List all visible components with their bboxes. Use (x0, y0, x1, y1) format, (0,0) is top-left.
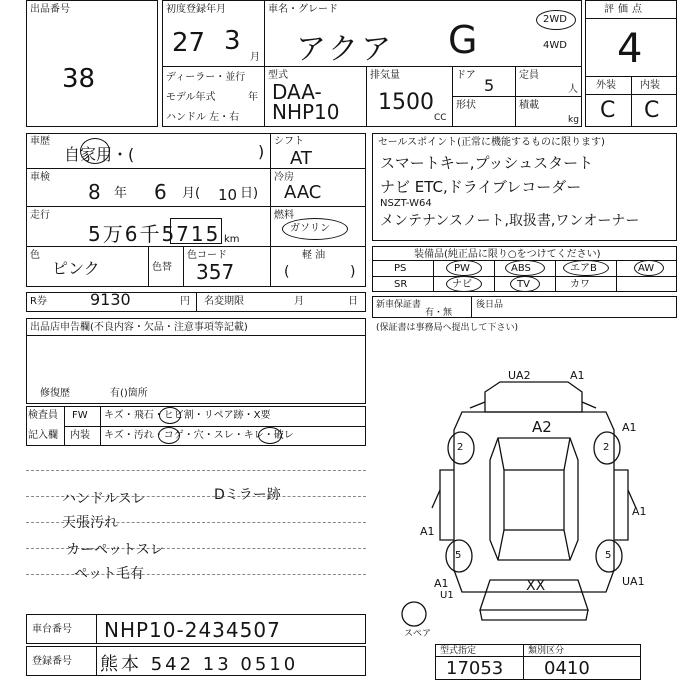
shape-label: 形状 (456, 100, 476, 111)
interior-value: C (644, 98, 660, 123)
displacement-value: 1500 (378, 90, 434, 115)
note-line: ハンドルスレ (62, 491, 146, 507)
capacity-label: 定員 (519, 70, 539, 81)
mark-a1-rear: A1 (434, 577, 449, 590)
first-reg-month: 3 (224, 26, 241, 56)
mark-a2: A2 (532, 418, 552, 436)
mark-a1-side: A1 (632, 505, 647, 518)
equip-navi: ナビ (452, 279, 472, 290)
reg-value: 熊本 542 13 0510 (100, 654, 299, 675)
insp-day: 10 (218, 186, 238, 204)
note-line: ペット毛有 (74, 566, 144, 582)
note-right: Dミラー跡 (214, 487, 281, 503)
chassis-label: 車台番号 (32, 624, 72, 635)
equip-abs: ABS (511, 263, 531, 274)
equip-leather: カワ (570, 279, 590, 290)
equip-ps: PS (394, 263, 407, 274)
dealer-label: ディーラー・並行 (166, 72, 246, 83)
insp-month: 6 (154, 180, 167, 204)
recycle-value: 9130 (90, 290, 131, 309)
lot-number: 38 (62, 64, 96, 94)
color-value: ピンク (52, 259, 100, 278)
type-label: 型式指定 (440, 646, 477, 656)
grade: G (448, 18, 478, 62)
fw-label: FW (72, 410, 88, 421)
interior-label: 内装 (640, 80, 660, 91)
mark-u1: U1 (440, 590, 454, 601)
load-label: 積載 (519, 100, 539, 111)
spare-label: スペア (404, 629, 432, 639)
wheel-fr: 2 (603, 442, 610, 453)
sales-point-line: スマートキー,プッシュスタート (380, 154, 594, 172)
color-code-label: 色コード (187, 250, 227, 261)
equip-airbag: エアB (570, 263, 597, 274)
mileage-label: 走行 (30, 210, 50, 221)
warranty-label: 新車保証書 (376, 300, 422, 310)
first-reg-label: 初度登録年月 (166, 4, 226, 15)
model-value-2: NHP10 (272, 100, 340, 124)
lot-label: 出品番号 (30, 4, 70, 15)
diesel-label: 軽 油 (302, 250, 326, 261)
wheel-rr: 5 (605, 550, 612, 561)
note-line: カーペットスレ (66, 542, 164, 558)
chassis-value: NHP10-2434507 (104, 618, 281, 642)
note-line: 天張汚れ (62, 515, 118, 531)
mark-ua2: UA2 (508, 369, 531, 382)
warranty-note: (保証書は事務局へ提出して下さい) (376, 323, 519, 333)
warranty-value: 有・無 (425, 308, 453, 318)
history-label: 車歴 (30, 136, 50, 147)
report-title: 出品店申告欄(不良内容・欠品・注意事項等記載) (30, 322, 248, 333)
mark-ua1: UA1 (622, 575, 645, 588)
inspector-label-2: 記入欄 (28, 430, 58, 441)
color-code-value: 357 (196, 260, 235, 284)
door-value: 5 (484, 76, 495, 95)
displacement-label: 排気量 (370, 70, 400, 81)
exterior-value: C (600, 98, 616, 123)
color-change-label: 色替 (152, 262, 172, 273)
sales-point-line: メンテナンスノート,取扱書,ワンオーナー (380, 213, 640, 229)
class-value: 0410 (544, 658, 590, 679)
sales-points-title: セールスポイント(正常に機能するものに限ります) (378, 137, 605, 148)
shift-value: AT (290, 148, 312, 169)
wheel-fl: 2 (457, 442, 464, 453)
model-year-label: モデル年式 (166, 92, 216, 103)
fuel-label: 燃料 (274, 210, 294, 221)
reg-label: 登録番号 (32, 656, 72, 667)
class-label: 類別区分 (528, 646, 565, 656)
insp-year: 8 (88, 180, 101, 204)
type-value: 17053 (446, 658, 504, 679)
model-value-1: DAA- (272, 80, 322, 104)
name-change-label: 名変期限 (204, 296, 244, 307)
equip-aw: AW (638, 263, 655, 274)
score-value: 4 (617, 26, 643, 72)
equip-sr: SR (394, 279, 408, 290)
history-value: 自家用・( (64, 145, 135, 164)
handle-label: ハンドル 左・右 (166, 112, 240, 123)
inspector-label-1: 検査員 (28, 410, 58, 421)
drive-2wd: 2WD (543, 14, 567, 25)
repair-label: 修復歴 (40, 388, 70, 399)
name-grade-label: 車名・グレード (268, 4, 338, 15)
equip-pw: PW (454, 263, 470, 274)
equipment-title: 装備品(純正品に限り○をつけてください) (414, 249, 601, 260)
mark-xx: XX (526, 578, 546, 594)
shift-label: シフト (274, 136, 304, 147)
interior-insp-text: キズ・汚れ・コゲ・穴・スレ・キレ・破レ (104, 430, 294, 441)
model-label: 型式 (268, 70, 288, 81)
sales-point-line: NSZT-W64 (380, 198, 432, 209)
ac-value: AAC (284, 182, 322, 203)
inspection-label: 車検 (30, 172, 50, 183)
interior-insp-label: 内装 (70, 430, 90, 441)
mileage-value: 5万6千5715 (88, 222, 221, 246)
mark-a1-top: A1 (570, 369, 585, 382)
exterior-label: 外装 (596, 80, 616, 91)
recycle-label: R券 (30, 296, 47, 307)
repair-value: 有()箇所 (110, 388, 148, 399)
door-label: ドア (456, 70, 476, 81)
color-label: 色 (30, 250, 40, 261)
post-date-label: 後日品 (476, 300, 504, 310)
equip-tv: TV (517, 279, 530, 290)
first-reg-year: 27 (172, 28, 206, 58)
fuel-value: ガソリン (290, 223, 330, 234)
fw-text: キズ・飛石・ヒビ割・リペア跡・X要 (104, 410, 271, 421)
mark-a1-left: A1 (420, 525, 435, 538)
wheel-rl: 5 (455, 550, 462, 561)
ac-label: 冷房 (274, 172, 294, 183)
mark-a1-right: A1 (622, 421, 637, 434)
car-name: アクア (296, 32, 395, 67)
score-label: 評価点 (604, 4, 646, 15)
drive-4wd: 4WD (543, 40, 567, 51)
sales-point-line: ナビ ETC,ドライブレコーダー (380, 178, 582, 196)
